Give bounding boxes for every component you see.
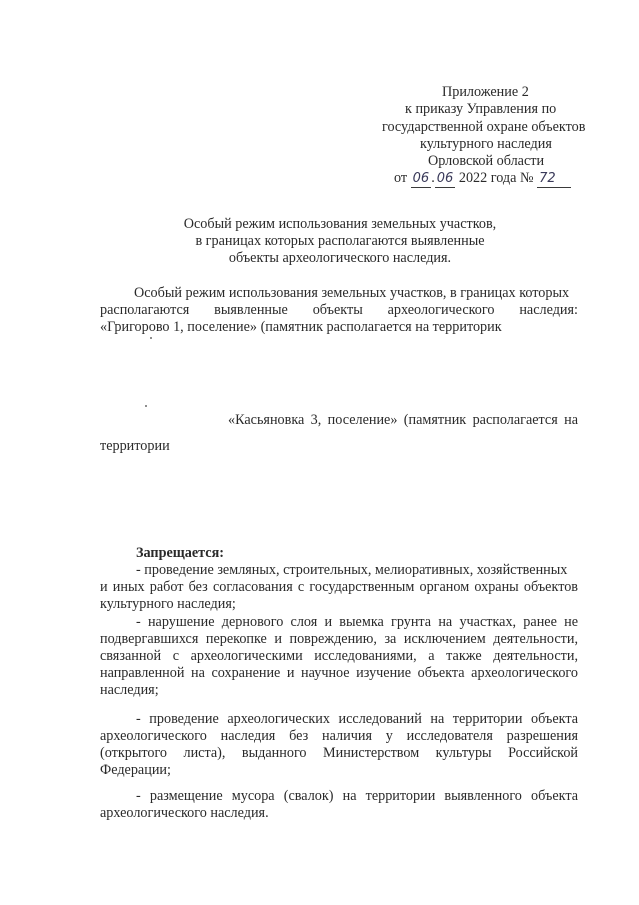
date-year: 2022 года № bbox=[458, 170, 534, 186]
appendix-line-5: Орловской области bbox=[428, 153, 545, 169]
appendix-line-3: государственной охране объектов bbox=[382, 119, 586, 135]
item2-line-1: - нарушение дернового слоя и выемка грунта на участках, ранее не bbox=[136, 614, 578, 630]
scan-speck bbox=[150, 337, 152, 339]
item2-line-2: подвергавшихся перекопке и повреждению, за исключением деятельности, bbox=[100, 631, 578, 647]
item1-line-1: - проведение земляных, строительных, мелиоративных, хозяйственных bbox=[136, 562, 568, 578]
order-number: 72 bbox=[537, 170, 571, 188]
appendix-line-1: Приложение 2 bbox=[442, 84, 529, 100]
item3-line-2: археологического наследия без наличия у исследователя разрешения bbox=[100, 728, 578, 744]
item1-line-2: и иных работ без согласования с государственным органом охраны объектов bbox=[100, 579, 578, 595]
intro-line-2: располагаются выявленные объекты археологического наследия: bbox=[100, 302, 578, 318]
date-day: 06 bbox=[412, 171, 430, 186]
appendix-line-2: к приказу Управления по bbox=[405, 101, 557, 117]
item4-line-2: археологического наследия. bbox=[100, 805, 269, 821]
date-month: 06 bbox=[436, 171, 454, 186]
item2-line-5: наследия; bbox=[100, 682, 159, 698]
kasyanovka-line-2: территории bbox=[100, 438, 170, 454]
intro-line-1: Особый режим использования земельных участков, в границах которых bbox=[134, 285, 570, 301]
title-line-3: объекты археологического наследия. bbox=[228, 250, 452, 266]
title-line-1: Особый режим использования земельных участков, bbox=[183, 216, 497, 232]
item2-line-3: связанной с археологическими исследованиями, а также деятельности, bbox=[100, 648, 578, 664]
item2-line-4: направленной на сохранение и научное изучение объекта археологического bbox=[100, 665, 578, 681]
prohibited-heading: Запрещается: bbox=[136, 545, 224, 561]
appendix-date-line: от 06 . 06 2022 года № 72 bbox=[394, 170, 571, 188]
item1-line-3: культурного наследия; bbox=[100, 596, 236, 612]
kasyanovka-line-1: «Касьяновка 3, поселение» (памятник располагается на bbox=[228, 412, 578, 428]
title-line-2: в границах которых располагаются выявленные bbox=[195, 233, 485, 249]
item4-line-1: - размещение мусора (свалок) на территории выявленного объекта bbox=[136, 788, 578, 804]
date-prefix: от bbox=[394, 170, 408, 186]
item3-line-3: (открытого листа), выданного Министерством культуры Российской bbox=[100, 745, 578, 761]
item3-line-1: - проведение археологических исследований на территории объекта bbox=[136, 711, 578, 727]
item3-line-4: Федерации; bbox=[100, 762, 171, 778]
appendix-line-4: культурного наследия bbox=[420, 136, 552, 152]
scan-speck bbox=[145, 405, 147, 407]
intro-line-3: «Григорово 1, поселение» (памятник располагается на территорик bbox=[100, 319, 502, 335]
